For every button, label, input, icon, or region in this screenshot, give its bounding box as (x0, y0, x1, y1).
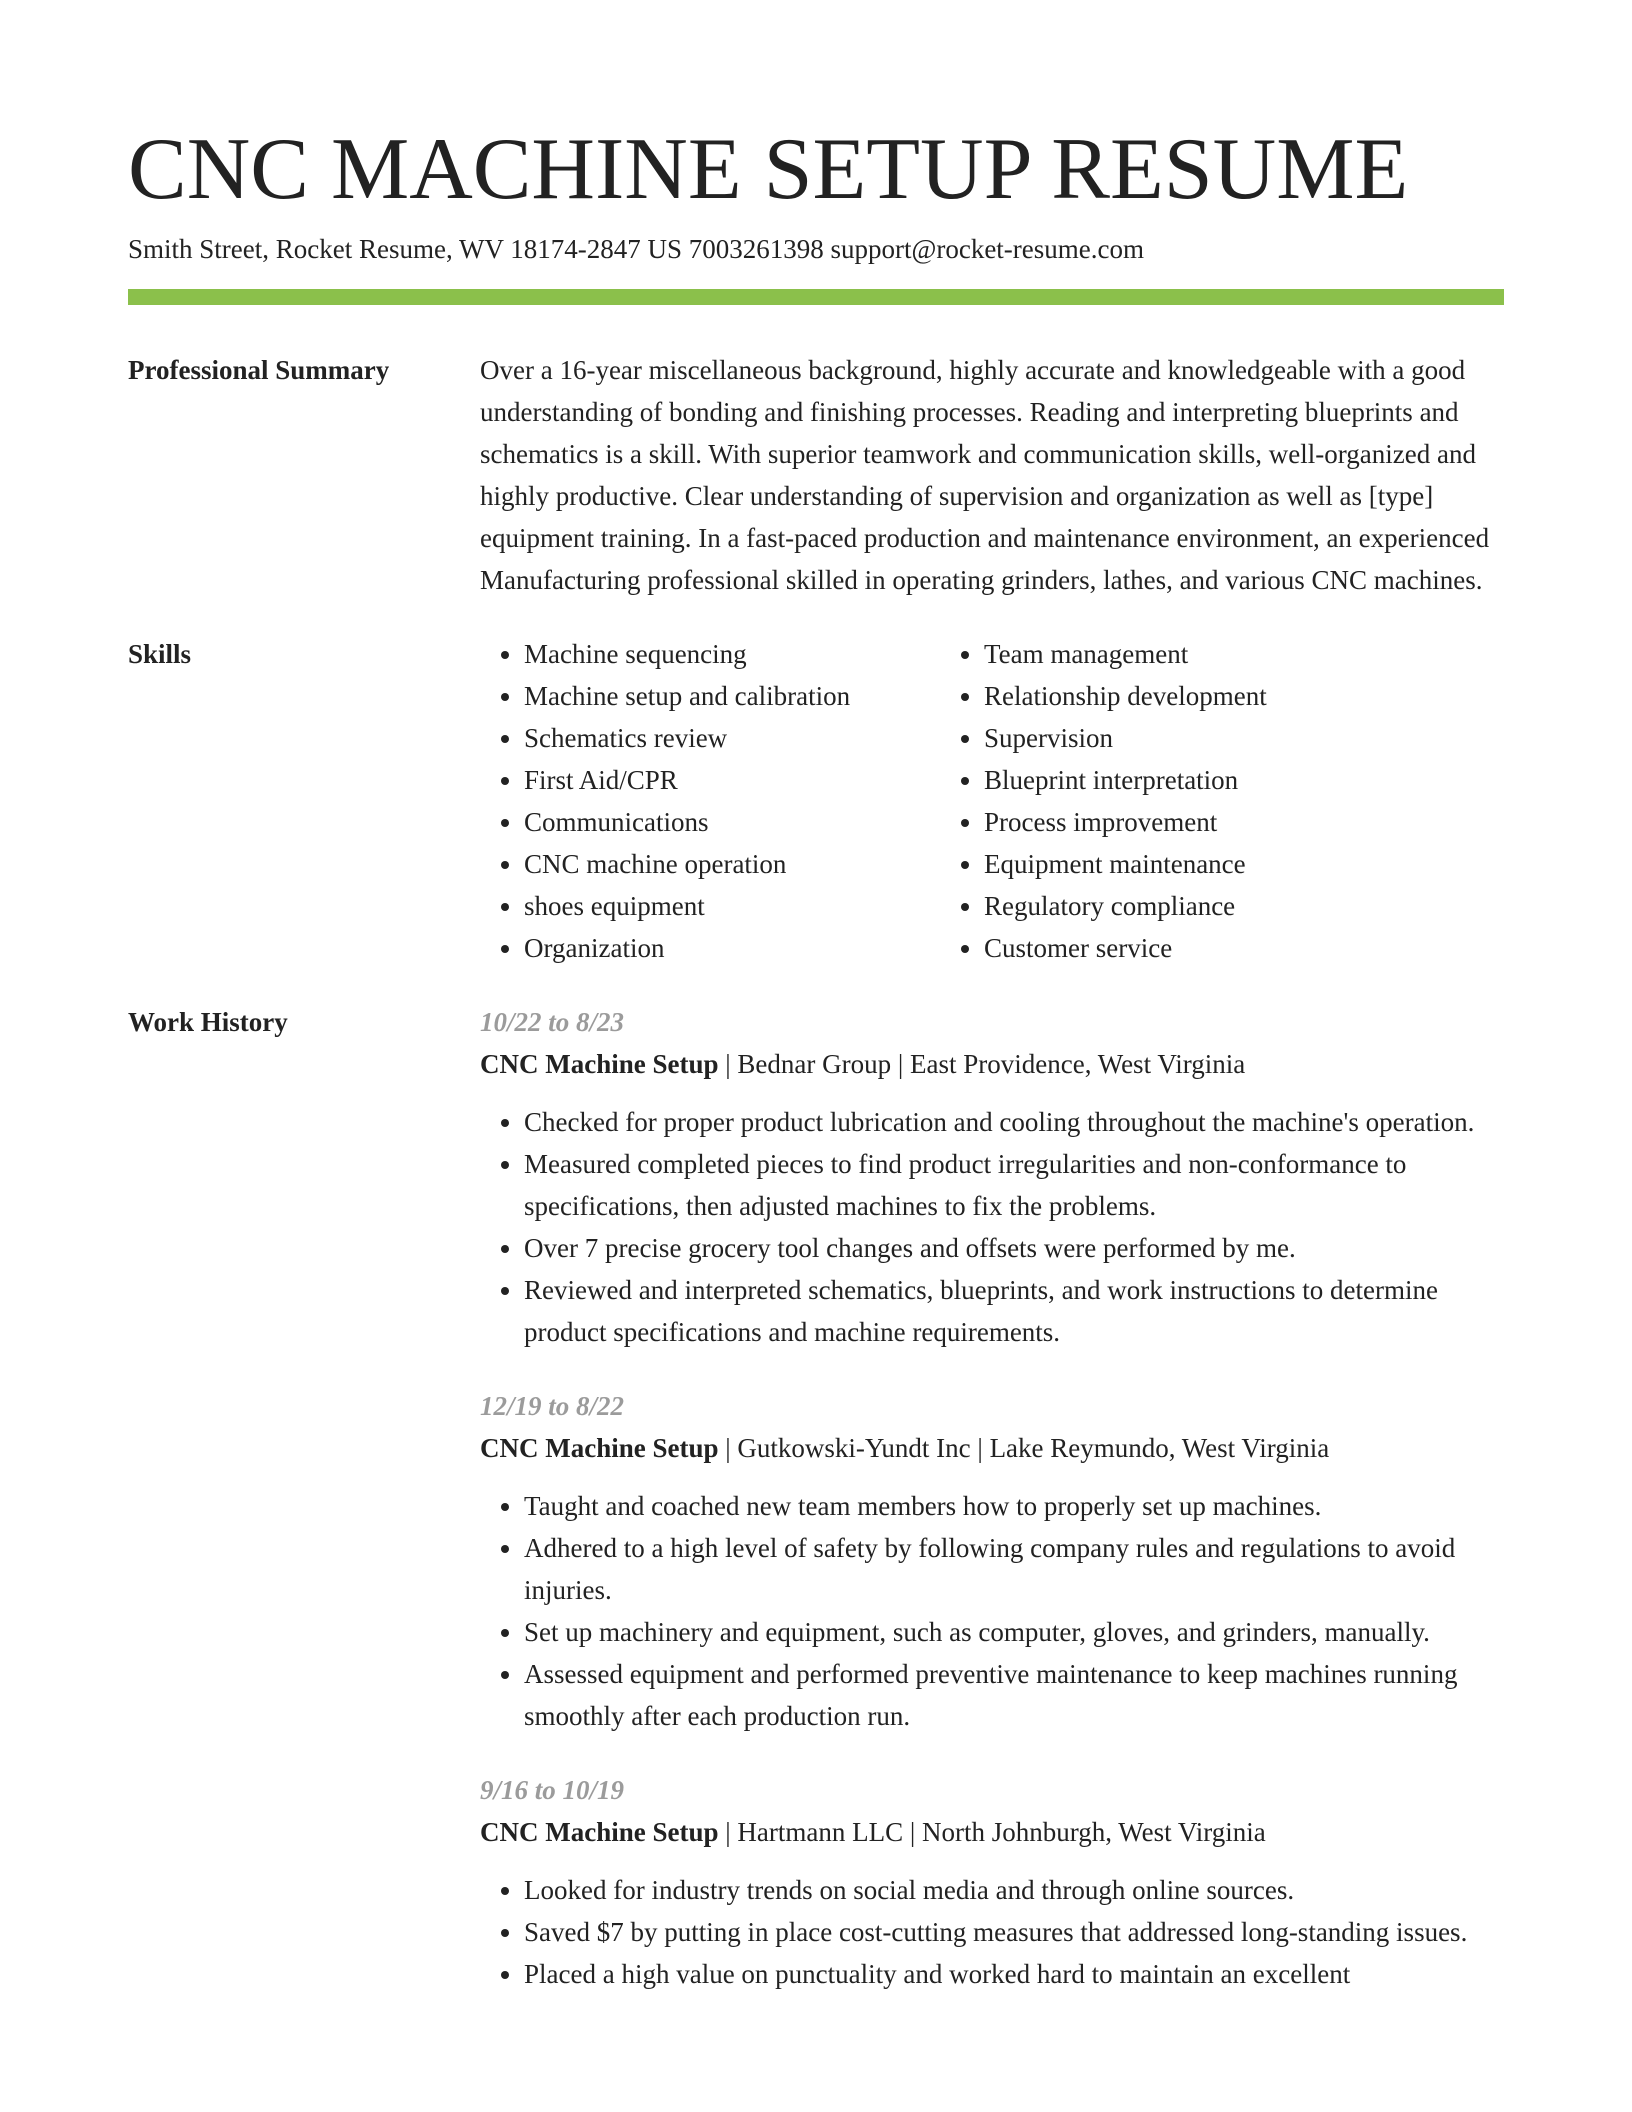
skills-list-right (940, 633, 1460, 969)
separator: | (891, 1049, 911, 1079)
skill-item: • First Aid/CPR (524, 759, 940, 801)
skills-columns (480, 633, 1504, 969)
skill-item: • Relationship development (984, 675, 1460, 717)
section-label-summary: Professional Summary (128, 355, 390, 385)
job-bullet: • Measured completed pieces to find product irregularities and non-conformance to specifications, then adjusted machines to fix the problems. (524, 1143, 1504, 1227)
skill-item: • shoes equipment (524, 885, 940, 927)
separator: | (718, 1433, 738, 1463)
job-dates: 12/19 to 8/22 (480, 1391, 625, 1421)
job-title: CNC Machine Setup (480, 1817, 719, 1847)
job-entry (480, 1001, 1504, 1353)
job-location: Lake Reymundo, West Virginia (989, 1433, 1330, 1463)
skill-item: • Regulatory compliance (984, 885, 1460, 927)
job-company: Bednar Group (737, 1049, 892, 1079)
skill-item: • Equipment maintenance (984, 843, 1460, 885)
job-location: East Providence, West Virginia (910, 1049, 1246, 1079)
job-bullet: • Placed a high value on punctuality and worked hard to maintain an excellent (524, 1953, 1504, 1995)
summary-section (128, 349, 1504, 601)
skill-item: • Blueprint interpretation (984, 759, 1460, 801)
skill-item: • Customer service (984, 927, 1460, 969)
job-bullet: • Assessed equipment and performed preventive maintenance to keep machines running smoothly after each production run. (524, 1653, 1504, 1737)
job-bullet: • Taught and coached new team members how to properly set up machines. (524, 1485, 1504, 1527)
job-title: CNC Machine Setup (480, 1433, 719, 1463)
job-bullet: • Checked for proper product lubrication and cooling throughout the machine's operation. (524, 1101, 1504, 1143)
accent-divider (128, 289, 1504, 305)
work-history-section (128, 1001, 1504, 2027)
job-bullet-list (480, 1485, 1504, 1737)
skill-item: • Communications (524, 801, 940, 843)
separator: | (718, 1817, 738, 1847)
job-entry (480, 1769, 1504, 1995)
job-bullet: • Set up machinery and equipment, such as computer, gloves, and grinders, manually. (524, 1611, 1504, 1653)
skill-item: • Team management (984, 633, 1460, 675)
separator: | (718, 1049, 738, 1079)
section-label-skills: Skills (128, 639, 192, 669)
job-heading (480, 1427, 1504, 1469)
job-heading (480, 1043, 1504, 1085)
contact-line: Smith Street, Rocket Resume, WV 18174-2847 US 7003261398 support@rocket-resume.com (128, 234, 1144, 264)
section-label-work-history: Work History (128, 1007, 288, 1037)
job-bullet-list (480, 1101, 1504, 1353)
skills-list-left (480, 633, 940, 969)
job-company: Hartmann LLC (737, 1817, 904, 1847)
summary-text: Over a 16-year miscellaneous background, highly accurate and knowledgeable with a good understanding of bonding and finishing processes. Reading and interpreting blueprints and schematics is a skill. With superior teamwork and communication skills, well-organized and highly productive. Clear understanding of supervision and organization as well as [type] equipment training. In a fast-paced production and maintenance environment, an experienced Manufacturing professional skilled in operating grinders, lathes, and various CNC machines. (480, 355, 1490, 595)
job-heading (480, 1811, 1504, 1853)
separator: | (970, 1433, 990, 1463)
job-bullet: • Looked for industry trends on social media and through online sources. (524, 1869, 1504, 1911)
job-location: North Johnburgh, West Virginia (922, 1817, 1266, 1847)
skill-item: • Machine setup and calibration (524, 675, 940, 717)
skill-item: • Organization (524, 927, 940, 969)
job-bullet: • Adhered to a high level of safety by following company rules and regulations to avoid injuries. (524, 1527, 1504, 1611)
job-dates: 9/16 to 10/19 (480, 1775, 625, 1805)
job-bullet-list (480, 1869, 1504, 1995)
job-bullet: • Reviewed and interpreted schematics, blueprints, and work instructions to determine product specifications and machine requirements. (524, 1269, 1504, 1353)
job-entry (480, 1385, 1504, 1737)
skill-item: • Machine sequencing (524, 633, 940, 675)
skill-item: • CNC machine operation (524, 843, 940, 885)
skills-section (128, 633, 1504, 969)
skill-item: • Process improvement (984, 801, 1460, 843)
resume-title: CNC MACHINE SETUP RESUME (128, 121, 1409, 218)
job-bullet: • Over 7 precise grocery tool changes and offsets were performed by me. (524, 1227, 1504, 1269)
skill-item: • Schematics review (524, 717, 940, 759)
resume-page (128, 120, 1504, 2027)
job-bullet: • Saved $7 by putting in place cost-cutting measures that addressed long-standing issues. (524, 1911, 1504, 1953)
job-company: Gutkowski-Yundt Inc (737, 1433, 971, 1463)
separator: | (903, 1817, 923, 1847)
job-title: CNC Machine Setup (480, 1049, 719, 1079)
skill-item: • Supervision (984, 717, 1460, 759)
job-dates: 10/22 to 8/23 (480, 1007, 625, 1037)
